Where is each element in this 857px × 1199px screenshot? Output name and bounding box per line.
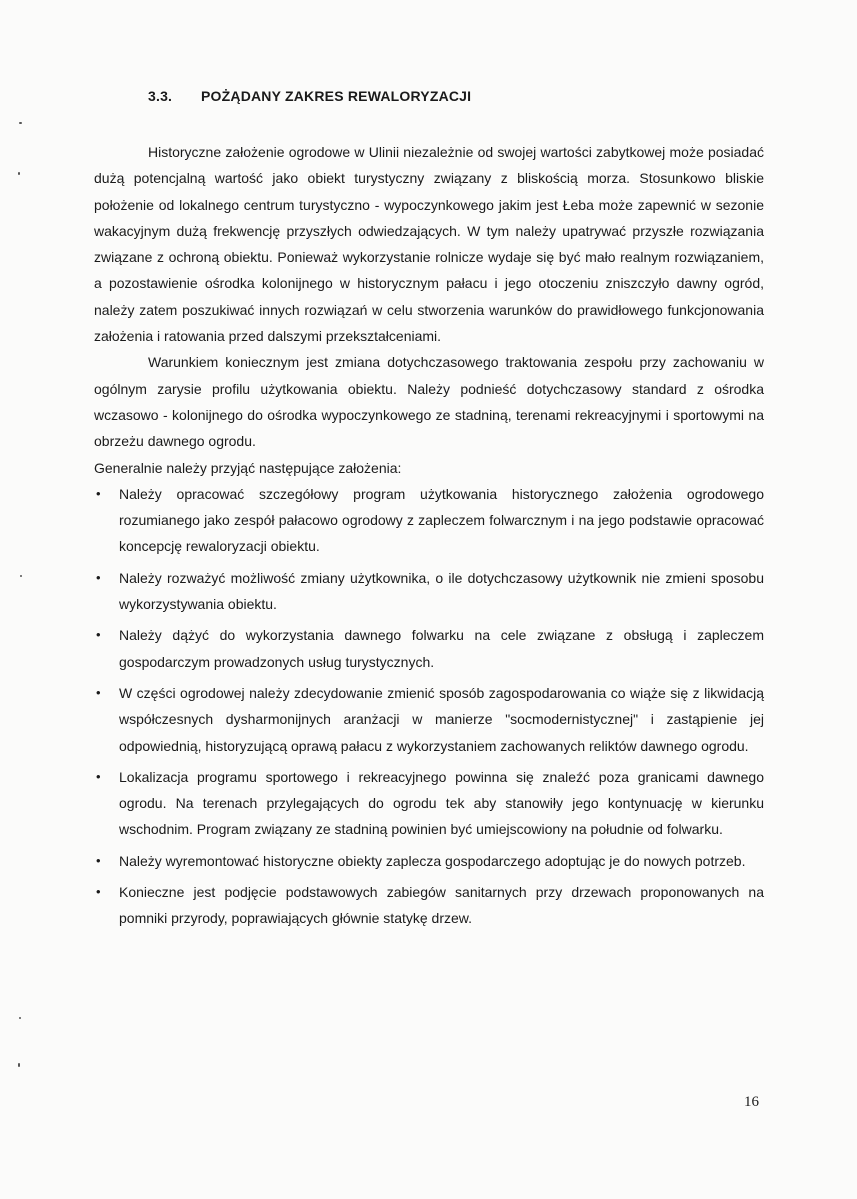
bullet-icon: • xyxy=(96,569,101,585)
scan-speck xyxy=(18,172,20,175)
list-item-text: Należy opracować szczegółowy program użytkowania historycznego założenia ogrodowego rozumianego jako zespół pałacowo ogrodowy z zapleczem folwarcznym i na jego podstawie opracować koncepcję rewaloryzacji obiektu. xyxy=(119,485,764,555)
list-item-text: Konieczne jest podjęcie podstawowych zabiegów sanitarnych przy drzewach proponowanych na pomniki przyrody, poprawiających głównie statykę drzew. xyxy=(119,884,764,927)
bullet-icon: • xyxy=(96,684,101,700)
list-item xyxy=(94,764,764,843)
section-heading xyxy=(148,88,471,104)
paragraph: Warunkiem koniecznym jest zmiana dotychczasowego traktowania zespołu przy zachowaniu w ogólnym zarysie profilu użytkowania obiektu. Należy podnieść dotychczasowy standard z ośrodka wczasowo - kolonijnego do ośrodka wypoczynkowego ze stadniną, terenami rekreacyjnymi i sportowymi na obrzeżu dawnego ogrodu. xyxy=(94,354,764,450)
scan-speck xyxy=(19,122,22,124)
list-item-text: Należy dążyć do wykorzystania dawnego folwarku na cele związane z obsługą i zapleczem gospodarczym prowadzonych usług turystycznych. xyxy=(119,627,764,670)
paragraph: Historyczne założenie ogrodowe w Ulinii niezależnie od swojej wartości zabytkowej może posiadać dużą potencjalną wartość jako obiekt turystyczny związany z bliskością morza. Stosunkowo bliskie położenie od lokalnego centrum turystyczno - wypoczynkowego jakim jest Łeba może zapewnić w sezonie wakacyjnym dużą frekwencję przyszłych odwiedzających. W tym należy upatrywać przyszłe rozwiązania związane z ochroną obiektu. Ponieważ wykorzystanie rolnicze wydaje się być mało realnym rozwiązaniem, a pozostawienie ośrodka kolonijnego w historycznym pałacu i jego otoczeniu zniszczyło dawny ogród, należy zatem poszukiwać innych rozwiązań w celu stworzenia warunków do prawidłowego funkcjonowania założenia i ratowania przed dalszymi przekształceniami. xyxy=(94,144,764,345)
list-intro: Generalnie należy przyjąć następujące założenia: xyxy=(94,459,402,476)
list-item-text: W części ogrodowej należy zdecydowanie zmienić sposób zagospodarowania co wiąże się z likwidacją współczesnych dysharmonijnych aranżacji w manierze "socmodernistycznej" i zastąpienie jej odpowiednią, historyzującą oprawą pałacu z wykorzystaniem zachowanych reliktów dawnego ogrodu. xyxy=(119,684,764,754)
bullet-icon: • xyxy=(96,627,101,643)
page-number: 16 xyxy=(744,1094,759,1110)
bullet-icon: • xyxy=(96,884,101,900)
list-item xyxy=(94,680,764,759)
body-text xyxy=(94,139,764,932)
requirements-list xyxy=(94,481,764,932)
list-item-text: Lokalizacja programu sportowego i rekreacyjnego powinna się znaleźć poza granicami dawnego ogrodu. Na terenach przylegających do ogrodu tek aby stanowiły jego kontynuację w kierunku wschodnim. Program związany ze stadniną powinien być umiejscowiony na południe od folwarku. xyxy=(119,768,764,838)
section-title: POŻĄDANY ZAKRES REWALORYZACJI xyxy=(201,88,472,104)
list-item xyxy=(94,848,764,874)
scan-speck xyxy=(19,1017,21,1019)
section-number: 3.3. xyxy=(148,88,173,104)
list-item-text: Należy wyremontować historyczne obiekty zaplecza gospodarczego adoptując je do nowych potrzeb. xyxy=(119,852,746,869)
list-item xyxy=(94,622,764,675)
scan-speck xyxy=(20,575,22,577)
bullet-icon: • xyxy=(96,768,101,784)
list-item-text: Należy rozważyć możliwość zmiany użytkownika, o ile dotychczasowy użytkownik nie zmieni sposobu wykorzystywania obiektu. xyxy=(119,569,764,613)
list-item xyxy=(94,879,764,932)
list-item xyxy=(94,565,764,618)
bullet-icon: • xyxy=(96,485,101,501)
scan-speck xyxy=(18,1063,20,1067)
list-item xyxy=(94,481,764,560)
bullet-icon: • xyxy=(96,852,101,868)
